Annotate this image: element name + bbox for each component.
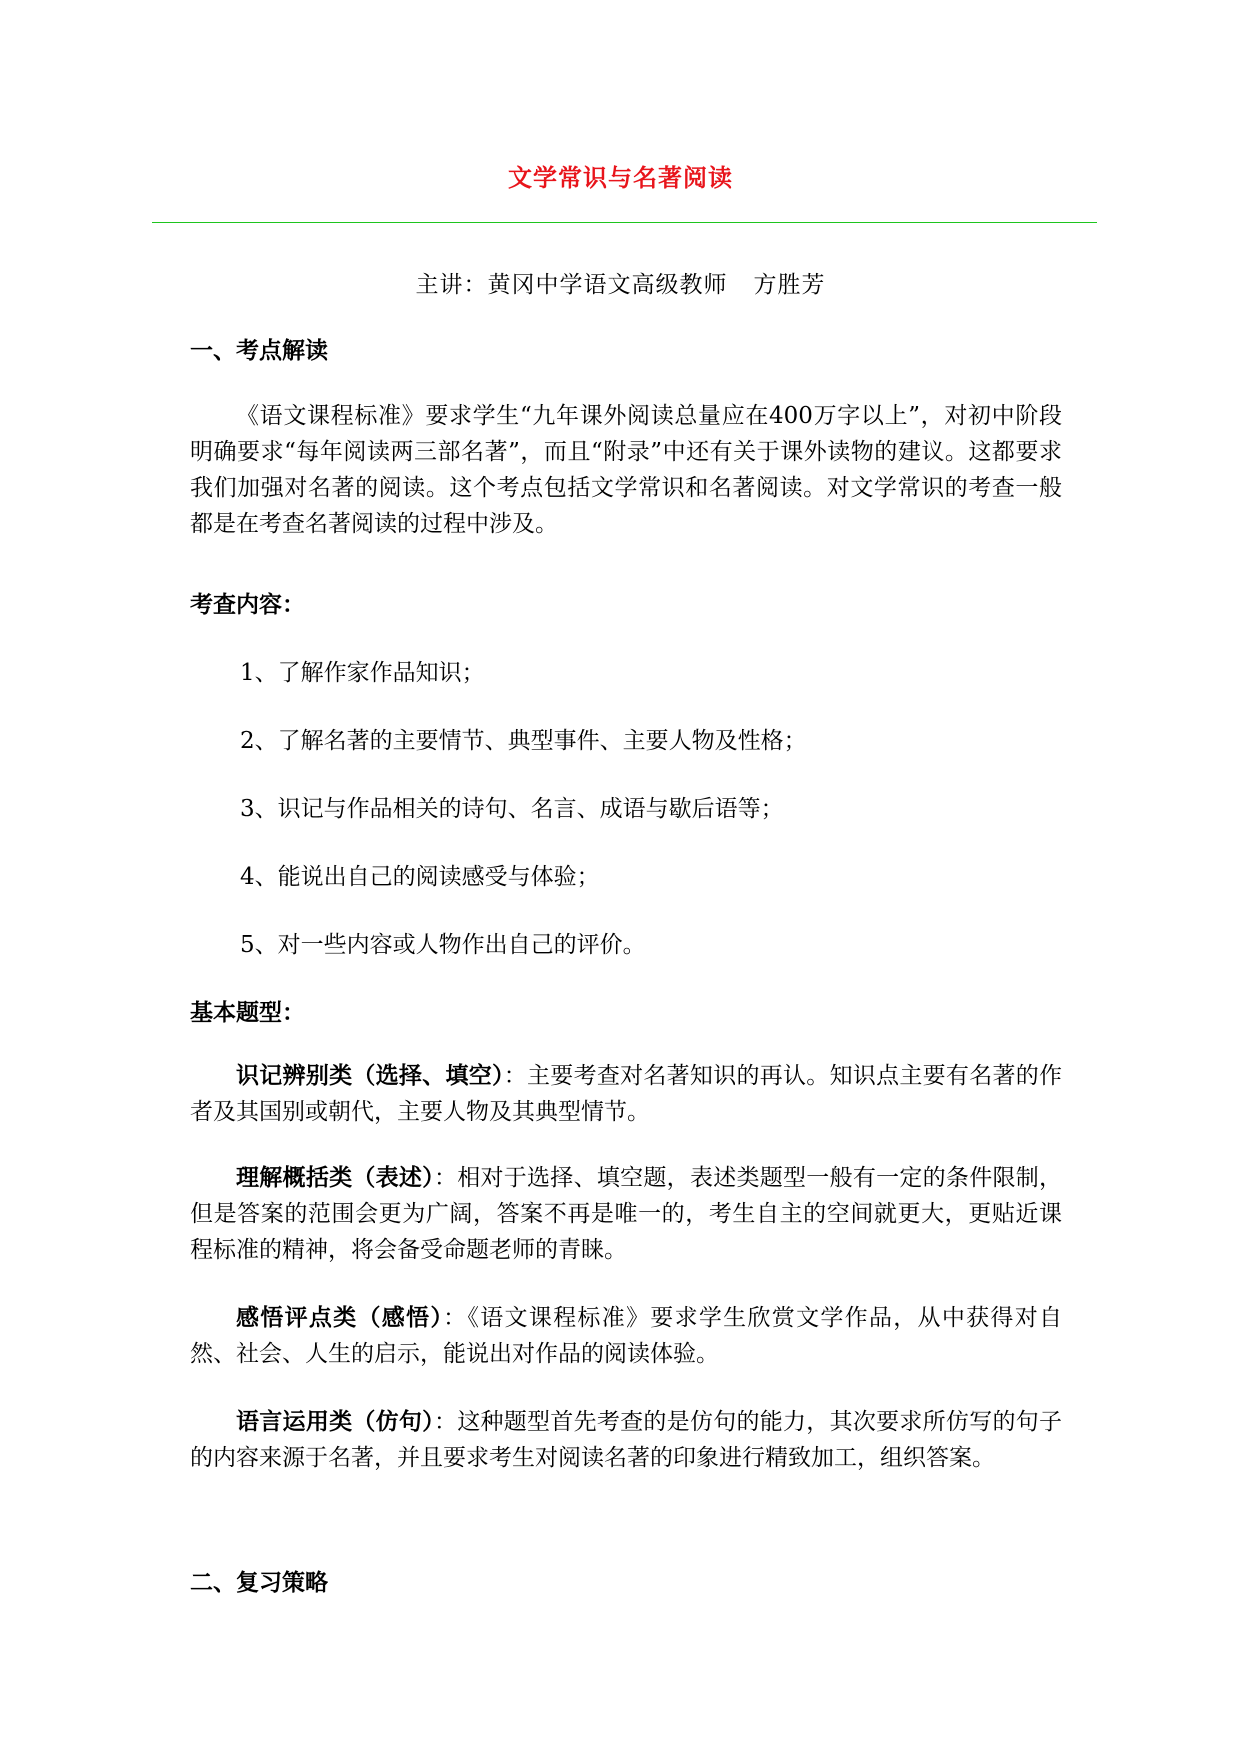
byline [0, 266, 1241, 299]
type-paragraph-1 [190, 1058, 1062, 1130]
content-item-3: 3、识记与作品相关的诗句、名言、成语与歇后语等； [240, 796, 784, 822]
title-divider [152, 222, 1097, 223]
type-text-3: ：《语文课程标准》要求学生欣赏文学作品，从中获得对自然、社会、人生的启示，能说出对作品的阅读体验。 [190, 1305, 1063, 1367]
content-heading: 考查内容： [190, 592, 305, 618]
content-item-1: 1、了解作家作品知识； [240, 660, 485, 686]
content-item-2: 2、了解名著的主要情节、典型事件、主要人物及性格； [240, 728, 807, 754]
type-label-2: 理解概括类（表述） [236, 1165, 434, 1191]
type-paragraph-4 [190, 1404, 1062, 1476]
byline-role: 主讲：黄冈中学语文高级教师 [415, 272, 728, 298]
type-paragraph-2 [190, 1160, 1062, 1268]
type-text-4: ：这种题型首先考查的是仿句的能力，其次要求所仿写的句子的内容来源于名著，并且要求考生对阅读名著的印象进行精致加工，组织答案。 [190, 1409, 1063, 1471]
type-label-1: 识记辨别类（选择、填空） [236, 1063, 504, 1089]
section-heading-2: 二、复习策略 [190, 1570, 328, 1596]
content-item-5: 5、对一些内容或人物作出自己的评价。 [240, 932, 646, 958]
type-text-2: ：相对于选择、填空题，表述类题型一般有一定的条件限制，但是答案的范围会更为广阔，答案不再是唯一的，考生自主的空间就更大，更贴近课程标准的精神，将会备受命题老师的青睐。 [190, 1165, 1063, 1263]
document-title: 文学常识与名著阅读 [508, 164, 733, 192]
content-item-4: 4、能说出自己的阅读感受与体验； [240, 864, 600, 890]
type-label-3: 感悟评点类（感悟） [236, 1305, 444, 1331]
type-text-1: ：主要考查对名著知识的再认。知识点主要有名著的作者及其国别或朝代，主要人物及其典型情节。 [190, 1063, 1063, 1125]
byline-name: 方胜芳 [753, 272, 826, 298]
type-paragraph-3 [190, 1300, 1062, 1372]
intro-paragraph: 《语文课程标准》要求学生“九年课外阅读总量应在400万字以上”，对初中阶段明确要求“每年阅读两三部名著”，而且“附录”中还有关于课外读物的建议。这都要求我们加强对名著的阅读。这个考点包括文学常识和名著阅读。对文学常识的考查一般都是在考查名著阅读的过程中涉及。 [190, 403, 1062, 537]
section-heading-1: 一、考点解读 [190, 338, 328, 364]
type-label-4: 语言运用类（仿句） [236, 1409, 434, 1435]
types-heading: 基本题型： [190, 1000, 305, 1026]
